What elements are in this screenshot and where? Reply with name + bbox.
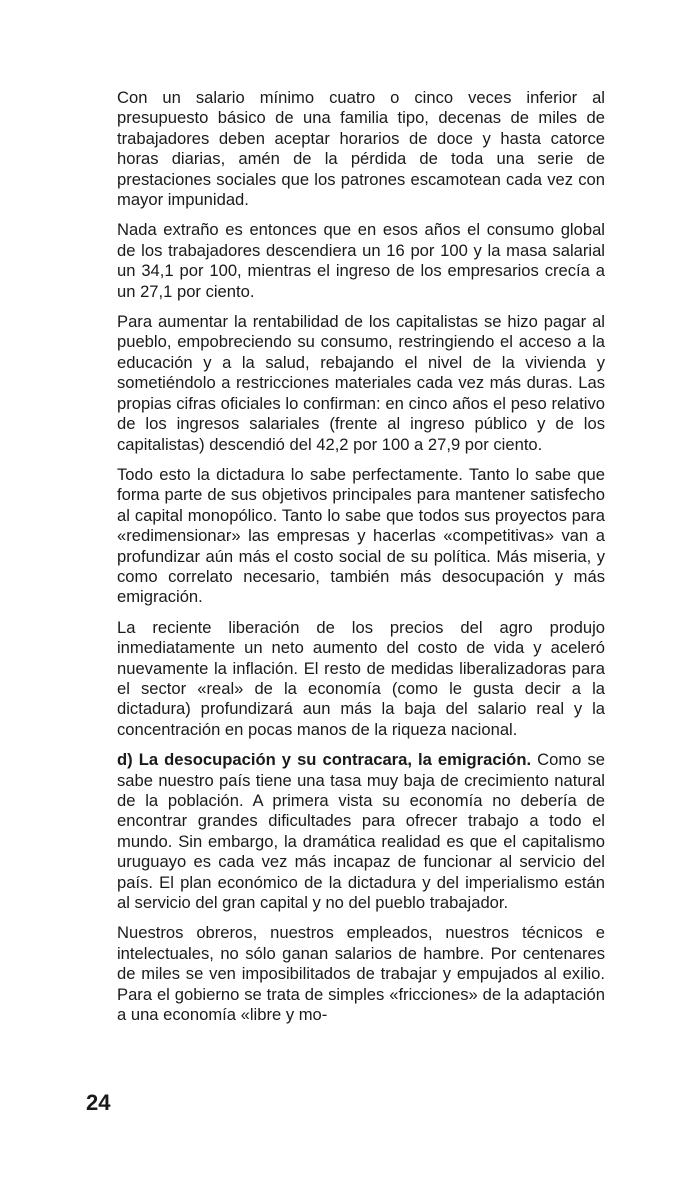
page-number: 24 — [86, 1090, 111, 1115]
paragraph-last: Nuestros obreros, nuestros empleados, nuestros técnicos e intelectuales, no sólo ganan salarios de hambre. Por centenares de miles se ven imposibilitados de trabajar y empujados al exilio. Para el gobierno se trata de simples «fricciones» de la adaptación a una economía «libre y mo- — [117, 923, 605, 1025]
paragraph-1: Con un salario mínimo cuatro o cinco veces inferior al presupuesto básico de una familia tipo, decenas de miles de trabajadores deben aceptar horarios de doce y hasta catorce horas diarias, amén de la pérdida de toda una serie de prestaciones sociales que los patrones escamotean cada vez con mayor impunidad. — [117, 88, 605, 210]
section-d-heading: d) La desocupación y su contracara, la emigración. — [117, 750, 532, 770]
section-d-text: Como se sabe nuestro país tiene una tasa muy baja de crecimiento natural de la población. A primera vista su economía no debería de encontrar grandes dificultades para ofrecer trabajo a todo el mundo. Sin embargo, la dramática realidad es que el capitalismo uruguayo es cada vez más incapaz de funcionar al servicio del país. El plan económico de la dictadura y del imperialismo están al servicio del gran capital y no del pueblo trabajador. — [117, 750, 605, 913]
paragraph-2: Nada extraño es entonces que en esos años el consumo global de los trabajadores descendiera un 16 por 100 y la masa salarial un 34,1 por 100, mientras el ingreso de los empresarios crecía a un 27,1 por ciento. — [117, 220, 605, 301]
section-d-paragraph — [117, 750, 605, 913]
paragraph-3: Para aumentar la rentabilidad de los capitalistas se hizo pagar al pueblo, empobreciendo su consumo, restringiendo el acceso a la educación y a la salud, rebajando el nivel de la vivienda y sometiéndolo a restricciones materiales cada vez más duras. Las propias cifras oficiales lo confirman: en cinco años el peso relativo de los ingresos salariales (frente al ingreso público y de los capitalistas) descendió del 42,2 por 100 a 27,9 por ciento. — [117, 312, 605, 454]
page-body — [117, 88, 605, 1035]
paragraph-4: Todo esto la dictadura lo sabe perfectamente. Tanto lo sabe que forma parte de sus objetivos principales para mantener satisfecho al capital monopólico. Tanto lo sabe que todos sus proyectos para «redimensionar» las empresas y hacerlas «competitivas» van a profundizar aún más el costo social de su política. Más miseria, y como correlato necesario, también más desocupación y más emigración. — [117, 464, 605, 607]
paragraph-5: La reciente liberación de los precios del agro produjo inmediatamente un neto aumento del costo de vida y aceleró nuevamente la inflación. El resto de medidas liberalizadoras para el sector «real» de la economía (como le gusta decir a la dictadura) profundizará aun más la baja del salario real y la concentración en pocas manos de la riqueza nacional. — [117, 617, 605, 739]
